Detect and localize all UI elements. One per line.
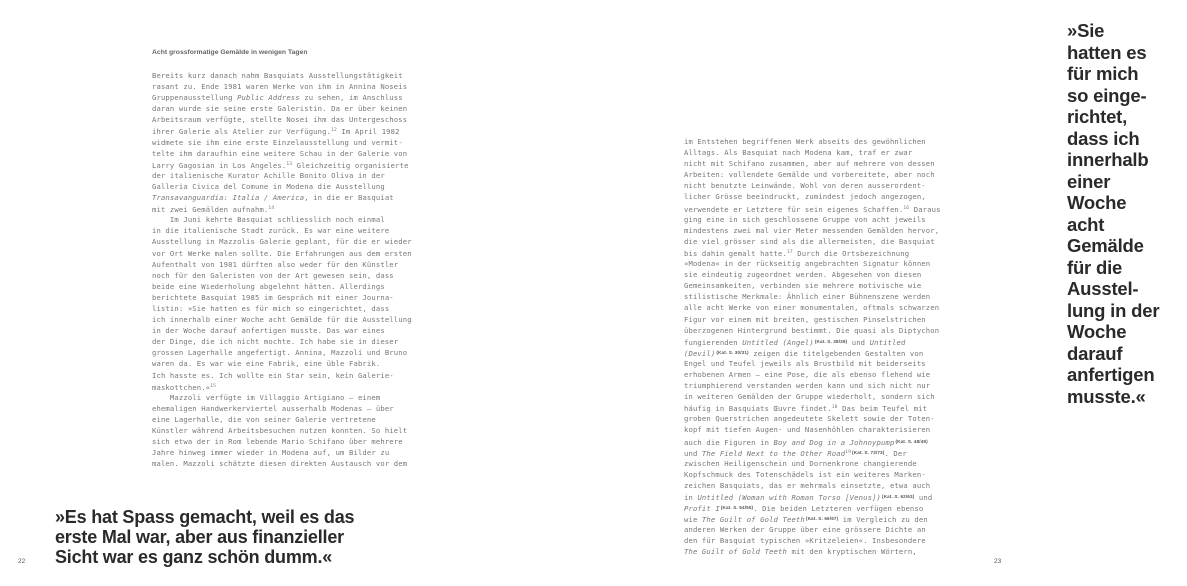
body-text-span: Durch die Ortsbezeichnung [792,248,910,258]
work-title: The Guilt of Gold Teeth [684,547,787,557]
pull-quote-line: richtet, [1067,106,1128,127]
body-text-span: Im Juni kehrte Basquiat schliesslich noch einmal [152,215,385,225]
body-text-line [152,358,442,369]
body-text-span: beide eine Wiederholung abgelehnt hätten. Allerdings [152,281,385,291]
footnote-marker: 17 [786,249,793,255]
pull-quote-line: darauf [1067,342,1123,364]
body-text-line [152,436,442,447]
body-text-line [152,336,442,347]
body-text-span: in [684,493,698,502]
body-text-line [152,203,442,214]
page-number-left: 22 [18,558,26,565]
body-text-span: erhobenen Armen – eine Pose, die als ebenso flehend wie [684,369,931,379]
body-text-line [684,169,974,180]
body-text-span: Arbeitsraum verfügte, stellte Nosei ihm das Untergeschoss [152,115,408,125]
body-text-span: in der Woche darauf anfertigen musste. Das war eines [152,326,385,336]
body-text-line [684,325,974,336]
body-text-span: Engel und Teufel jeweils als Brustbild mit beiderseits [684,358,926,368]
body-text-span: vor Ort Werke malen sollte. Die Erfahrungen aus dem ersten [152,248,412,258]
pull-quote-line: Woche [1067,321,1127,342]
footnote-marker: 13 [286,161,293,167]
body-text-span: und [684,448,702,458]
pull-quote-line: einer [1067,170,1111,192]
work-title: Boy and Dog in a Johnnypump [773,437,895,447]
body-text-line [684,391,974,402]
footnote-marker: 14 [268,206,275,212]
catalogue-reference: (Kat. S. 62/63) [882,494,915,499]
body-text-span: und [847,337,870,347]
body-text-line [684,214,974,225]
body-text-line [152,403,442,414]
body-text-line [684,136,974,147]
footnote-marker: 16 [903,205,910,211]
body-text-line [152,292,442,303]
body-text-span: Das beim Teufel mit [837,404,928,414]
body-text-span: ging eine in sich geschlossene Gruppe von acht jeweils [684,214,926,224]
body-text-span: malen. Mazzoli schätzte diesen direkten Austausch vor dem [152,459,408,469]
catalogue-reference: (Kat. S. 38/39) [814,338,848,344]
body-text-span: Aufenthalt von 1981 dürften also weder für den Künstler [152,259,399,269]
body-text-line [152,381,442,392]
pull-quote-line: lung in der [1067,299,1160,321]
body-text-span: ehemaligen Handwerkerviertel ausserhalb Modenas – über [152,403,394,413]
body-text-line [684,458,974,469]
body-text-span: anderen Werken der Gruppe über eine grössere Dichte an [684,525,926,535]
body-text-span: mit zwei Gemälden aufnahm. [152,205,269,215]
pull-quote-line: Gemälde [1067,235,1144,256]
body-text-span: Figur vor einem mit breiten, gestischen Pinselstrichen [684,314,926,324]
body-text-line [684,535,974,546]
body-text-column-right [684,136,974,558]
page-number-right: 23 [994,558,1002,565]
body-text-line [152,159,442,170]
pull-quote-right [1067,20,1187,407]
body-text-line [684,491,974,502]
body-text-line [152,214,442,225]
body-text-line [684,502,974,513]
body-text-line [152,414,442,425]
body-text-line [684,524,974,535]
body-text-line [152,148,442,159]
body-text-span: Ich hasste es. Ich wollte ein Star sein, kein Galerie- [152,370,394,380]
body-text-span: häufig in Basquiats Œuvre findet. [684,404,832,414]
body-text-line [684,546,974,557]
work-title: Profit I [684,504,720,514]
body-text-span: bis dahin gemalt hatte. [684,248,787,258]
work-title: Untitled (Woman with Roman Torso [Venus]) [697,493,882,502]
body-text-span: in weiteren Gemälden der Gruppe wiederholt, sondern sich [684,392,935,402]
body-text-span: Larry Gagosian in Los Angeles. [152,160,287,170]
footnote-marker: 12 [331,128,337,134]
body-text-line [152,192,442,203]
body-text-span: Ausstellung in Mazzolis Galerie geplant, für die er wieder [152,237,412,247]
body-text-line [152,248,442,259]
body-text-span: Mazzoli verfügte im Villaggio Artigiano – einem [152,392,381,402]
body-text-span: maskottchen.« [152,382,211,392]
body-text-line [684,147,974,158]
body-text-span: verwendete er Letztere für sein eigenes Schaffen. [684,204,904,214]
body-text-line [684,236,974,247]
body-text-line [152,81,442,92]
body-text-line [152,425,442,436]
body-text-span: zwischen Heiligenschein und Dornenkrone changierende [684,458,917,468]
body-text-span: widmete sie ihm eine erste Einzelausstellung und vermit- [152,137,403,147]
body-text-span: ich innerhalb einer Woche acht Gemälde für die Ausstellung [152,315,412,325]
body-text-line [152,92,442,103]
body-text-span: Kopfschmuck des Totenschädels ist ein weiteres Marken- [684,469,926,479]
body-text-line [152,347,442,358]
body-text-line [152,314,442,325]
work-title: Transavanguardia: Italia / America [152,193,305,203]
body-text-line [152,270,442,281]
body-text-span: mit den kryptischen Wörtern, [786,547,917,557]
body-text-span: den für Basquiat typischen »Kritzeleien«. Insbesondere [684,536,926,546]
body-text-line [684,291,974,302]
body-text-span: der Dinge, die ich nicht mochte. Ich habe sie in dieser [152,337,399,347]
body-text-span: daran wurde sie seine erste Galeristin. Da er über keinen [152,104,408,114]
body-text-span: wie [684,515,702,525]
body-text-span: die viel grösser sind als die allermeisten, die Basquiat [684,236,935,246]
body-text-line [684,191,974,202]
body-text-line [152,225,442,236]
body-text-line [152,325,442,336]
pull-quote-line: hatten es [1067,41,1147,63]
body-text-line [684,180,974,191]
catalogue-reference: (Kat. S. 30/31) [716,349,749,355]
pull-quote-line: für mich [1067,63,1139,84]
catalogue-reference: (Kat. S. 54/55) [720,505,754,511]
body-text-line [152,458,442,469]
body-text-line [152,125,442,136]
body-text-span: Gruppenausstellung [152,93,238,103]
body-text-span: im Entstehen begriffenen Werk abseits des gewöhnlichen [684,137,926,146]
body-text-span: sie eindeutig zugeordnet werden. Abgesehen von diesen [684,270,922,280]
footnote-marker: 19 [845,449,852,455]
body-text-span: listin: »Sie hatten es für mich so eingerichtet, dass [152,303,390,313]
pull-quote-line: musste.« [1067,385,1146,407]
body-text-span: fungierenden [684,337,743,347]
body-text-span: auch die Figuren in [684,437,774,447]
body-text-line [152,70,442,81]
pull-quote-line: so einge- [1067,84,1147,106]
body-text-line [684,358,974,369]
body-text-line [684,225,974,236]
body-text-line [152,392,442,403]
body-text-line [684,380,974,391]
body-text-line [684,347,974,358]
body-text-span: Bereits kurz danach nahm Basquiats Ausstellungstätigkeit [152,71,403,80]
body-text-line [684,436,974,447]
pull-quote-line: erste Mal war, aber aus finanzieller [55,527,344,547]
body-text-span: Alltags. Als Basquiat nach Modena kam, traf er zwar [684,148,913,158]
work-title: Untitled [869,337,906,347]
work-title: Public Address [237,93,300,103]
body-text-span: im Vergleich zu den [838,515,928,525]
body-text-line [684,469,974,480]
body-text-line [684,513,974,524]
body-text-span: stilistische Merkmale: Ähnlich einer Bühnenszene werden [684,292,931,302]
body-text-line [684,314,974,325]
body-text-span: grossen Lagerhalle angefertigt. Annina, Mazzoli und Bruno [152,348,408,358]
body-text-span: ihrer Galerie als Atelier zur Verfügung. [152,127,332,137]
body-text-span: Gemeinsamkeiten, verbinden sie mehrere motivische wie [684,281,922,291]
body-text-span: überzogenen Hintergrund bestimmt. Die quasi als Diptychon [684,325,940,335]
pull-quote-line: Ausstel- [1067,278,1139,299]
body-text-span: , in die er Basquiat [304,193,394,203]
pull-quote-line: für die [1067,256,1123,278]
catalogue-reference: (Kat. S. 48/49) [895,438,928,444]
body-text-span: berichtete Basquiat 1985 im Gespräch mit einer Journa- [152,292,394,302]
body-text-span: Im April 1982 [336,127,400,137]
body-text-line [152,103,442,114]
body-text-line [684,413,974,424]
body-text-line [684,424,974,435]
pull-quote-line: »Es hat Spass gemacht, weil es das [55,507,355,527]
body-text-line [152,370,442,381]
body-text-span: groben Querstrichen angedeutete Skelett sowie der Toten- [684,414,935,424]
body-text-line [684,302,974,313]
work-title: The Field Next to the Other Road [701,448,846,458]
body-text-line [684,480,974,491]
body-text-line [684,280,974,291]
body-text-span: licher Grösse beeindruckt, zumindest jedoch angezogen, [684,192,926,202]
body-text-span: kopf mit tiefen Augen- und Nasenhöhlen charakterisieren [684,425,931,435]
body-text-line [152,259,442,270]
body-text-span: eine Lagerhalle, die von seiner Galerie vertretene [152,414,376,424]
catalogue-reference: (Kat. S. 66/67) [805,516,839,522]
body-text-span: triumphierend verstanden werden kann und sich nicht nur [684,381,931,391]
body-text-span: rasant zu. Ende 1981 waren Werke von ihm in Annina Noseis [152,82,408,92]
body-text-span: Jahre hinweg immer wieder in Modena auf, um Bilder zu [152,448,390,458]
body-text-line [684,447,974,458]
body-text-line [152,447,442,458]
body-text-span: der italienische Kurator Achille Bonito Oliva in der [152,170,385,180]
body-text-line [152,236,442,247]
body-text-span: . Die beiden Letzteren verfügen ebenso [753,504,924,514]
left-page [0,0,510,586]
body-text-span: waren da. Es war wie eine Fabrik, eine üble Fabrik. [152,359,381,369]
section-heading: Acht grossformatige Gemälde in wenigen Tagen [152,49,308,56]
body-text-span: zu sehen, im Anschluss [299,93,403,103]
body-text-span: »Modena« in der rückseitig angebrachten Signatur können [684,259,931,269]
work-title: The Guilt of Gold Teeth [701,515,805,525]
body-text-line [684,269,974,280]
body-text-line [152,114,442,125]
body-text-line [684,402,974,413]
body-text-span: Arbeiten: vollendete Gemälde und vorbereitete, aber noch [684,170,935,180]
body-text-span: nicht mit Schifano zusammen, aber auf mehrere von dessen [684,159,935,169]
body-text-line [684,369,974,380]
body-text-span: und [914,493,933,502]
footnote-marker: 15 [210,383,217,389]
body-text-line [152,137,442,148]
pull-quote-line: anfertigen [1067,364,1155,385]
body-text-span: in die italienische Stadt zurück. Es war eine weitere [152,226,390,236]
body-text-span: Künstler während Arbeitsbesuchen nutzen konnten. So hielt [152,426,408,435]
body-text-span: noch für den Galeristen von der Art gewesen sein, dass [152,270,394,280]
pull-quote-line: innerhalb [1067,149,1149,170]
body-text-span: Galleria Civica del Comune in Modena die Ausstellung [152,181,385,191]
body-text-span: Gleichzeitig organisierte [292,160,409,170]
pull-quote-line: Sicht war es ganz schön dumm.« [55,547,333,567]
pull-quote-line: Woche [1067,192,1127,213]
body-text-span: sich etwa der in Rom lebende Mario Schifano über mehrere [152,437,403,447]
body-text-line [152,170,442,181]
footnote-marker: 18 [831,405,838,411]
body-text-column-left [152,70,442,469]
pull-quote-line: acht [1067,213,1105,235]
body-text-span: telte ihm daraufhin eine weitere Schau in der Galerie von [152,148,408,158]
body-text-span: . Der [884,448,907,458]
body-text-span: nicht benutzte Leinwände. Wohl von deren ausserordent- [684,181,926,191]
body-text-line [152,303,442,314]
body-text-span: alle acht Werke von einer monumentalen, oftmals schwarzen [684,303,940,313]
body-text-line [152,281,442,292]
pull-quote-line: »Sie [1067,20,1105,41]
pull-quote-line: dass ich [1067,127,1140,149]
body-text-line [152,181,442,192]
body-text-span: zeigen die titelgebenden Gestalten von [748,348,924,358]
pull-quote-left [55,507,415,567]
body-text-line [684,203,974,214]
body-text-line [684,247,974,258]
catalogue-reference: (Kat. S. 72/73) [852,449,885,455]
work-title: Untitled (Angel) [742,337,814,347]
body-text-span: mindestens zwei mal vier Meter messenden Gemälden hervor, [684,225,940,235]
body-text-line [684,258,974,269]
work-title: (Devil) [684,348,716,358]
body-text-span: zeichen Basquiats, das er mehrmals einsetzte, etwa auch [684,480,931,490]
body-text-span: Daraus [909,204,941,214]
body-text-line [684,336,974,347]
body-text-line [684,158,974,169]
